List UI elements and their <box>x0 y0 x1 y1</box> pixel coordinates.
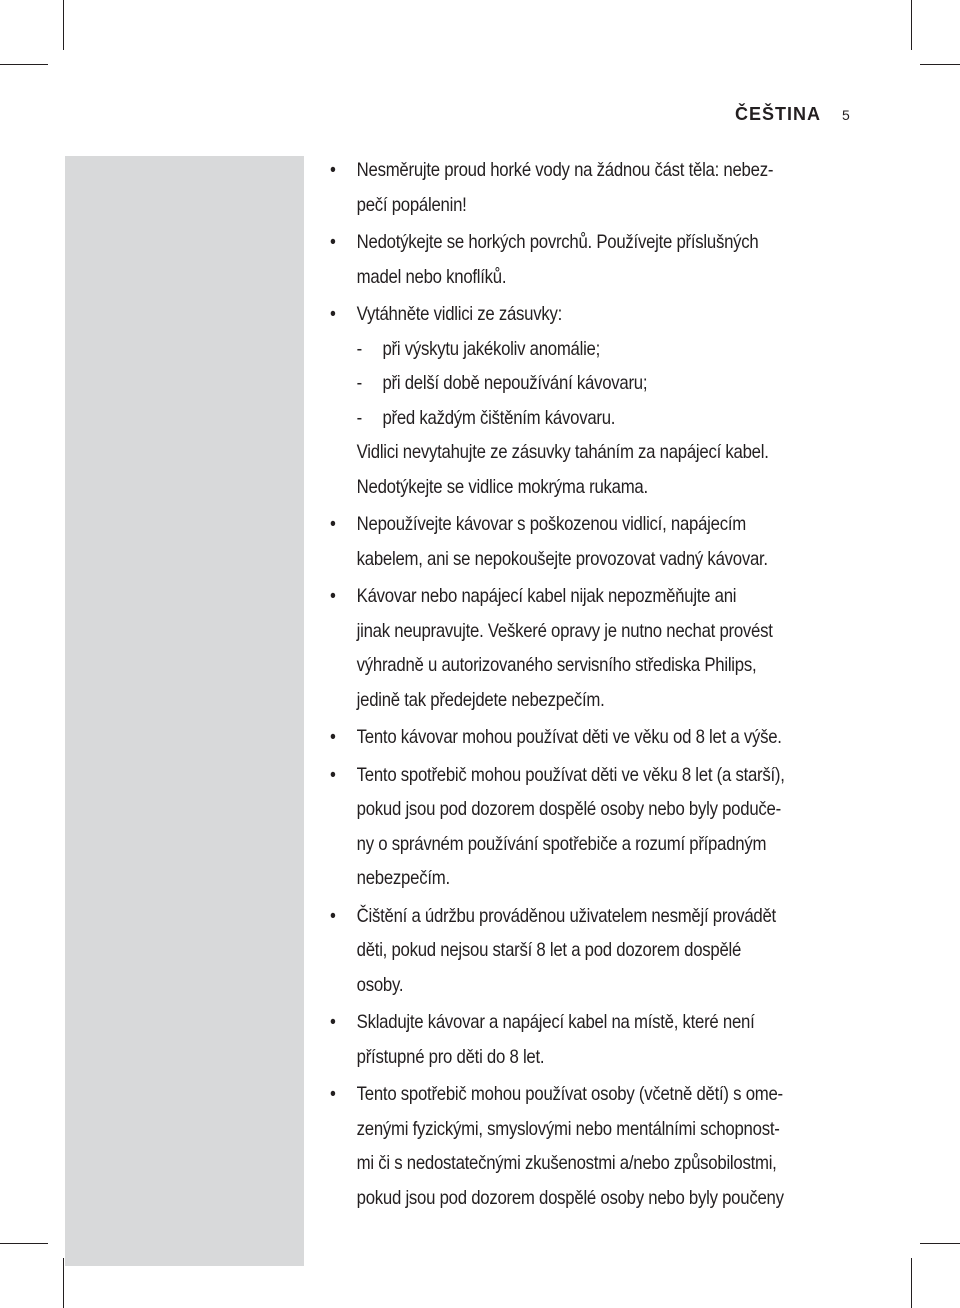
text-line: Nedotýkejte se vidlice mokrýma rukama. <box>356 475 648 498</box>
sub-list-item <box>330 332 786 367</box>
text-line: přístupné pro děti do 8 let. <box>356 1045 545 1068</box>
text-line: pokud jsou pod dozorem dospělé osoby nebo byly poduče- <box>356 798 781 820</box>
list-item <box>330 720 855 755</box>
bullet-icon: • <box>330 1011 336 1033</box>
text-line: zenými fyzickými, smyslovými nebo mentálními schopnost- <box>356 1117 780 1140</box>
text-line: Tento kávovar mohou používat děti ve věku od 8 let a výše. <box>356 726 782 748</box>
spacer <box>330 1215 786 1218</box>
safety-instructions-list <box>330 153 786 1218</box>
crop-mark <box>0 1243 48 1244</box>
crop-mark <box>911 1258 912 1308</box>
list-item <box>330 579 855 717</box>
bullet-icon: • <box>330 513 336 535</box>
dash-marker: - <box>356 406 362 429</box>
text-line: pokud jsou pod dozorem dospělé osoby nebo byly poučeny <box>356 1186 784 1209</box>
dash-marker: - <box>356 372 362 394</box>
text-line: pečí popálenin! <box>356 193 467 216</box>
text-line: jedině tak předejdete nebezpečím. <box>356 688 605 711</box>
bullet-icon: • <box>330 763 336 786</box>
list-item <box>330 1077 855 1215</box>
page-number: 5 <box>842 107 850 123</box>
text-line: Nedotýkejte se horkých povrchů. Používejte příslušných <box>356 231 759 253</box>
text-line: kabelem, ani se nepokoušejte provozovat vadný kávovar. <box>356 547 768 570</box>
text-line: nebezpečím. <box>356 867 450 889</box>
text-line: jinak neupravujte. Veškeré opravy je nutno nechat provést <box>356 619 773 642</box>
crop-mark <box>920 64 960 65</box>
list-item <box>330 225 855 294</box>
text-line: Nesměrujte proud horké vody na žádnou část těla: nebez- <box>356 159 774 181</box>
crop-mark <box>0 64 48 65</box>
sub-item-text: před každým čištěním kávovaru. <box>382 406 616 429</box>
text-line: Čištění a údržbu prováděnou uživatelem nesmějí provádět <box>356 904 776 927</box>
bullet-icon: • <box>330 303 336 325</box>
bullet-icon: • <box>330 231 336 253</box>
text-line: Tento spotřebič mohou používat osoby (včetně dětí) s ome- <box>356 1083 783 1105</box>
bullet-icon: • <box>330 726 336 748</box>
bullet-icon: • <box>330 585 336 607</box>
text-line: osoby. <box>356 973 404 996</box>
crop-mark <box>920 1243 960 1244</box>
language-heading: ČEŠTINA <box>735 104 822 124</box>
text-line: Nepoužívejte kávovar s poškozenou vidlicí, napájecím <box>356 513 746 535</box>
bullet-icon: • <box>330 1083 336 1105</box>
sub-list-item <box>330 401 786 436</box>
list-item <box>330 153 855 222</box>
text-line: Vytáhněte vidlici ze zásuvky: <box>356 303 563 325</box>
text-line: Vidlici nevytahujte ze zásuvky taháním za napájecí kabel. <box>356 441 769 463</box>
text-line: ny o správném používání spotřebiče a rozumí případným <box>356 832 767 855</box>
crop-mark <box>63 0 64 50</box>
text-line: děti, pokud nejsou starší 8 let a pod dozorem dospělé <box>356 939 742 961</box>
list-item <box>330 1005 855 1074</box>
text-line: madel nebo knoflíků. <box>356 265 507 288</box>
bullet-icon: • <box>330 159 336 181</box>
text-line: Skladujte kávovar a napájecí kabel na místě, které není <box>356 1011 755 1033</box>
sub-item-text: při delší době nepoužívání kávovaru; <box>382 372 648 394</box>
note-block <box>330 435 855 504</box>
sub-list-item <box>330 366 786 401</box>
bullet-icon: • <box>330 904 336 927</box>
crop-mark <box>63 1258 64 1308</box>
sub-item-text: při výskytu jakékoliv anomálie; <box>382 337 601 360</box>
text-line: Tento spotřebič mohou používat děti ve věku 8 let (a starší), <box>356 763 785 786</box>
list-item <box>330 899 855 1003</box>
dash-marker: - <box>356 337 362 360</box>
list-item <box>330 297 855 332</box>
side-gray-bar <box>65 156 304 1266</box>
list-item <box>330 507 855 576</box>
list-item <box>330 758 855 896</box>
text-line: Kávovar nebo napájecí kabel nijak nepozměňujte ani <box>356 585 737 607</box>
crop-mark <box>911 0 912 50</box>
text-line: mi či s nedostatečnými zkušenostmi a/nebo způsobilostmi, <box>356 1152 777 1174</box>
text-line: výhradně u autorizovaného servisního střediska Philips, <box>356 654 757 676</box>
